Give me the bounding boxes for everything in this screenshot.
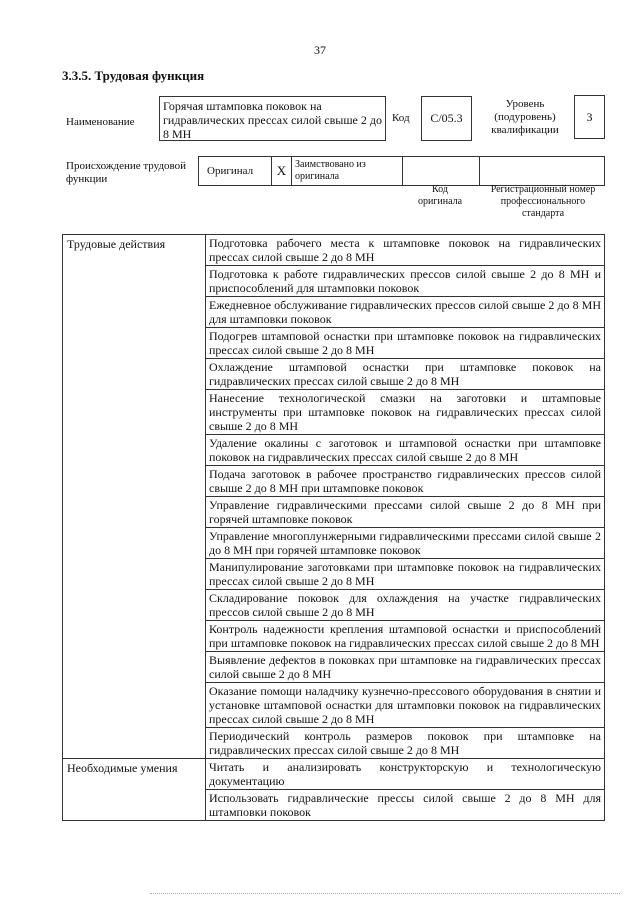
labor-action-item: Подогрев штамповой оснастки при штамповке поковок на гидравлических прессах силой свыше 2 до 8 МН (206, 328, 605, 359)
reg-caption: Регистрационный номер профессионального стандарта (490, 184, 596, 219)
labor-action-item: Оказание помощи наладчику кузнечно-прессового оборудования в снятии и установке штамповой оснастки для штамповки поковок на гидравлических прессах силой свыше 2 до 8 МН (206, 683, 605, 728)
level-label: Уровень (подуровень) квалификации (491, 98, 559, 136)
function-table (62, 234, 605, 821)
labor-action-row (63, 235, 605, 266)
function-name-value: Горячая штамповка поковок на гидравлических прессах силой свыше 2 до 8 МН (159, 96, 386, 141)
labor-action-item: Удаление окалины с заготовок и штамповой оснастки при штамповке поковок на гидравлических прессах силой свыше 2 до 8 МН (206, 435, 605, 466)
labor-action-item: Складирование поковок для охлаждения на участке гидравлических прессов силой свыше 2 до 8 МН (206, 590, 605, 621)
labor-action-item: Выявление дефектов в поковках при штамповке на гидравлических прессах силой свыше 2 до 8 МН (206, 652, 605, 683)
original-label: Оригинал (199, 157, 272, 185)
labor-action-item: Управление многоплунжерными гидравлическими прессами силой свыше 2 до 8 МН при горячей штамповке поковок (206, 528, 605, 559)
labor-action-item: Контроль надежности крепления штамповой оснастки и приспособлений при штамповке поковок на гидравлических прессах силой свыше 2 до 8 МН (206, 621, 605, 652)
reg-number-cell (480, 157, 604, 185)
skill-row (63, 759, 605, 790)
original-mark: X (272, 157, 292, 185)
labor-action-heading: Трудовые действия (63, 235, 206, 759)
origin-code-cell (403, 157, 480, 185)
page-number: 37 (314, 43, 326, 57)
skill-heading: Необходимые умения (63, 759, 206, 821)
labor-action-item: Периодический контроль размеров поковок при штамповке на гидравлических прессах силой свыше 2 до 8 МН (206, 728, 605, 759)
labor-action-item: Манипулирование заготовками при штамповке поковок на гидравлических прессах силой свыше 2 до 8 МН (206, 559, 605, 590)
code-value: С/05.3 (421, 96, 472, 141)
labor-action-item: Подача заготовок в рабочее пространство гидравлических прессов силой свыше 2 до 8 МН при штамповке поковок (206, 466, 605, 497)
labor-action-item: Нанесение технологической смазки на заготовки и штамповые инструменты при штамповке поковок на гидравлических прессах силой свыше 2 до 8 МН (206, 390, 605, 435)
origin-row (198, 156, 605, 186)
section-title: 3.3.5. Трудовая функция (62, 68, 205, 83)
labor-action-item: Подготовка к работе гидравлических прессов силой свыше 2 до 8 МН и приспособлений для штамповки поковок (206, 266, 605, 297)
labor-action-item: Охлаждение штамповой оснастки при штамповке поковок на гидравлических прессах силой свыше 2 до 8 МН (206, 359, 605, 390)
skill-item: Читать и анализировать конструкторскую и технологическую документацию (206, 759, 605, 790)
level-value: 3 (574, 95, 605, 139)
code-label: Код (392, 112, 410, 124)
name-label: Наименование (66, 116, 135, 128)
scan-artifact-line (150, 893, 620, 894)
borrowed-label: Заимствовано из оригинала (292, 157, 403, 185)
labor-action-item: Управление гидравлическими прессами силой свыше 2 до 8 МН при горячей штамповке поковок (206, 497, 605, 528)
skill-item: Использовать гидравлические прессы силой свыше 2 до 8 МН для штамповки поковок (206, 790, 605, 821)
origin-label: Происхождение трудовой функции (66, 160, 187, 185)
labor-action-item: Подготовка рабочего места к штамповке поковок на гидравлических прессах силой свыше 2 до 8 МН (206, 235, 605, 266)
code-caption: Код оригинала (417, 184, 463, 207)
labor-action-item: Ежедневное обслуживание гидравлических прессов силой свыше 2 до 8 МН для штамповки поковок (206, 297, 605, 328)
